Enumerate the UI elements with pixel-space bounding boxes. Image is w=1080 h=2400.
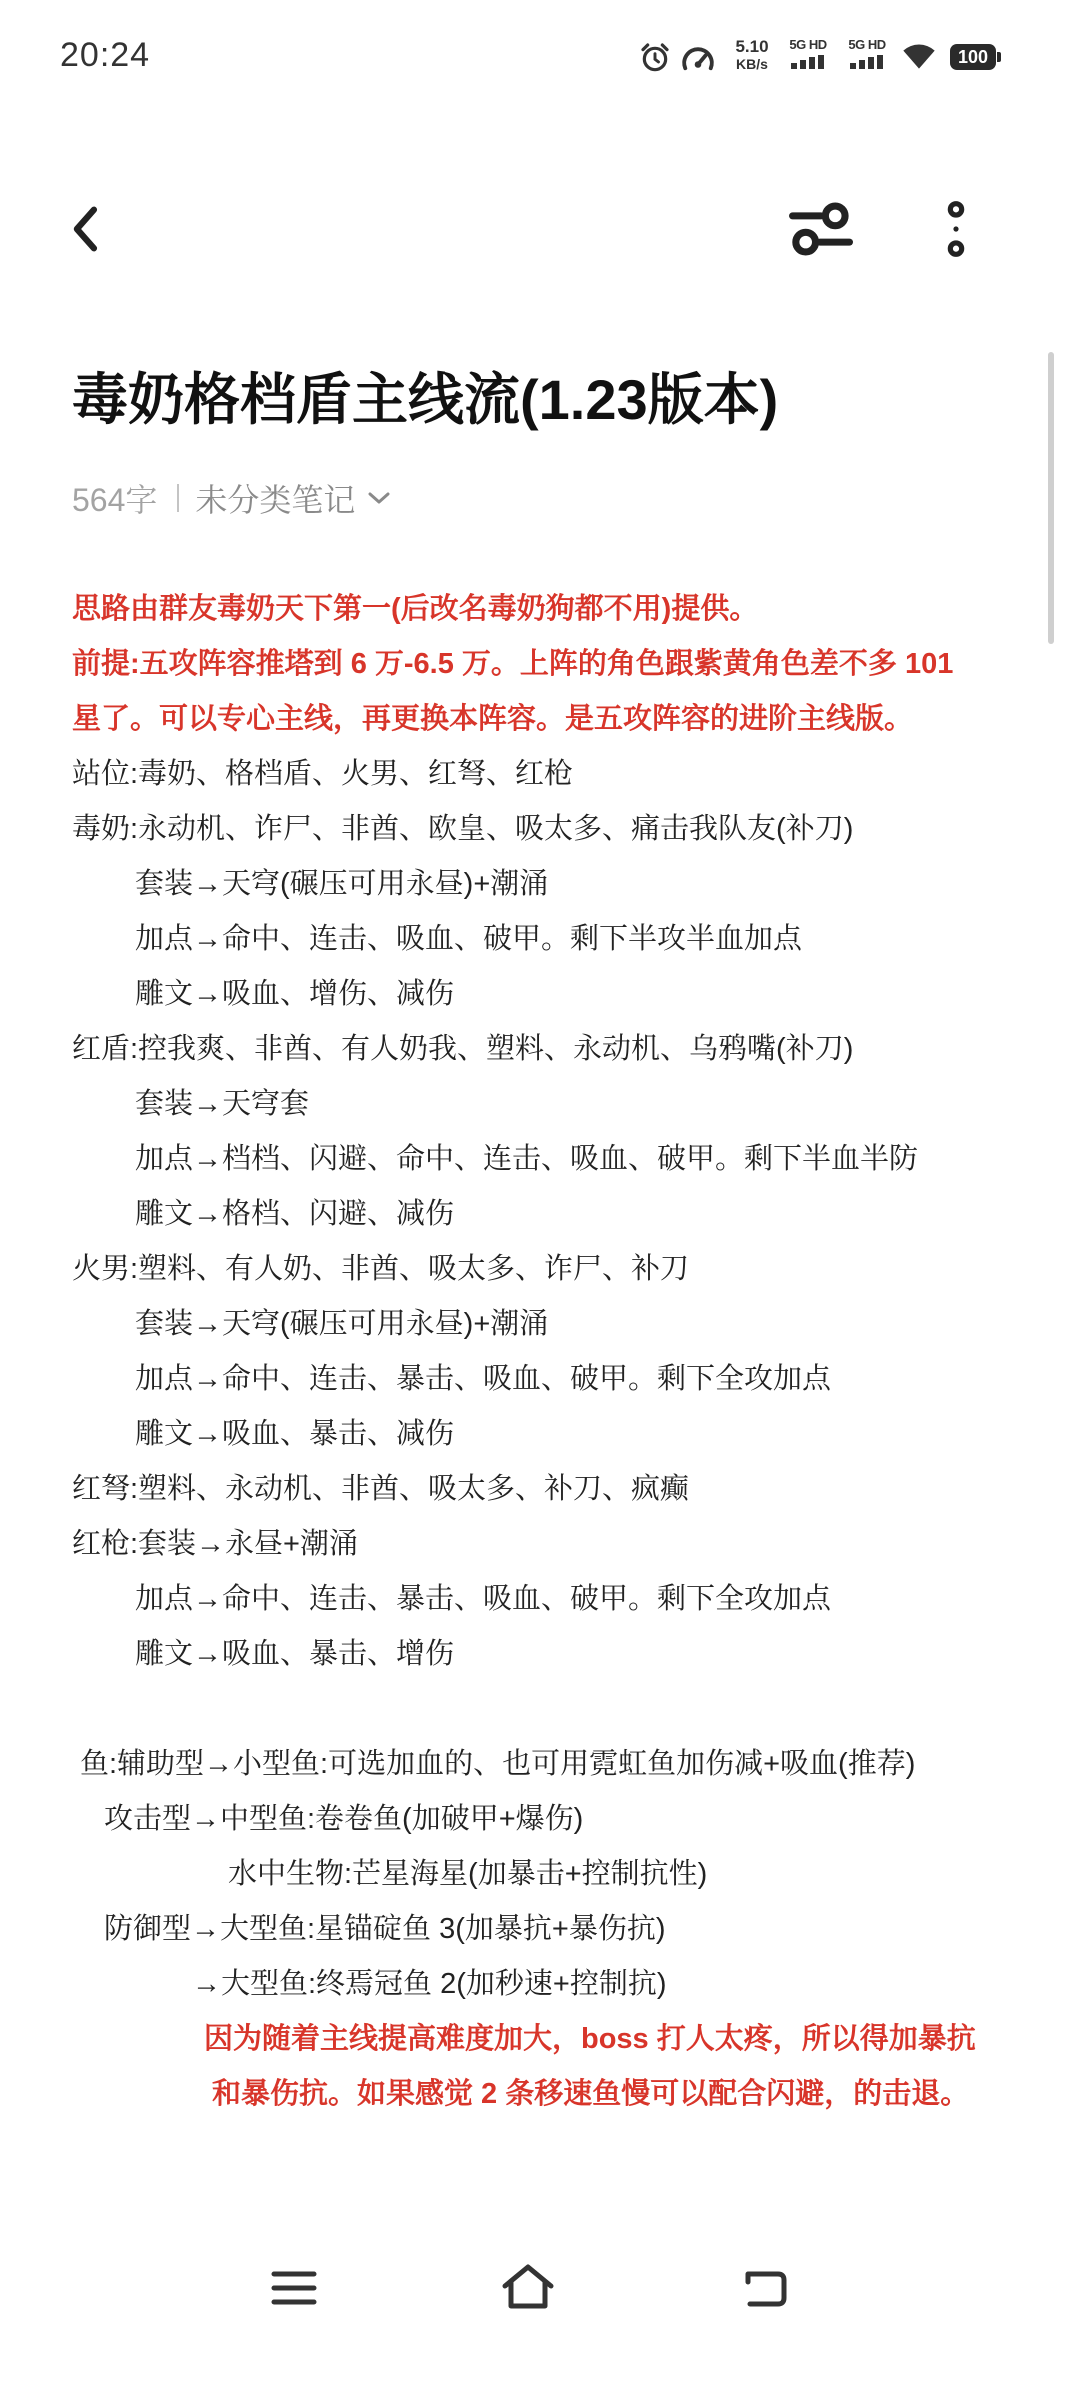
note-meta: [72, 478, 391, 518]
battery-nub: [997, 52, 1001, 62]
sim2-label: 5G HD: [848, 37, 886, 52]
wifi-icon: [902, 42, 936, 70]
menu-icon[interactable]: [270, 2268, 318, 2308]
content-line: 红枪:套装→永昼+潮涌: [72, 1528, 358, 1560]
status-time: 20:24: [60, 36, 151, 74]
category-label: 未分类笔记: [195, 482, 356, 518]
signal-bars-icon: [849, 55, 885, 69]
content-line: 雕文→吸血、暴击、增伤: [135, 1638, 455, 1670]
word-count: 564字: [72, 482, 158, 518]
note-title[interactable]: 毒奶格档盾主线流(1.23版本): [72, 368, 779, 431]
sim1-label: 5G HD: [789, 37, 827, 52]
content-line: 防御型→大型鱼:星锚碇鱼 3(加暴抗+暴伤抗): [104, 1913, 666, 1945]
note-body[interactable]: [72, 582, 1062, 2122]
alarm-clock-icon: [638, 41, 672, 73]
content-line: 攻击型→中型鱼:卷卷鱼(加破甲+爆伤): [104, 1803, 584, 1835]
category-dropdown[interactable]: [195, 475, 391, 521]
back-icon[interactable]: [740, 2266, 790, 2310]
content-line: 因为随着主线提高难度加大，boss 打人太疼，所以得加暴抗: [204, 2023, 976, 2055]
content-line: 加点→命中、连击、暴击、吸血、破甲。剩下全攻加点: [135, 1363, 832, 1395]
back-button[interactable]: [68, 204, 104, 254]
speedometer-icon: [680, 42, 716, 72]
content-line: 水中生物:芒星海星(加暴击+控制抗性): [228, 1858, 708, 1890]
sim1-signal: [783, 38, 833, 69]
content-line: 红弩:塑料、永动机、非酋、吸太多、补刀、疯癫: [72, 1473, 690, 1505]
content-line: 星了。可以专心主线，再更换本阵容。是五攻阵容的进阶主线版。: [72, 703, 914, 735]
content-line: 套装→天穹(碾压可用永昼)+潮涌: [135, 1308, 549, 1340]
content-line: 加点→档档、闪避、命中、连击、吸血、破甲。剩下半血半防: [135, 1143, 919, 1175]
content-line: 毒奶:永动机、诈尸、非酋、欧皇、吸太多、痛击我队友(补刀): [72, 813, 854, 845]
network-speed-unit: KB/s: [736, 56, 768, 72]
content-line: 鱼:辅助型→小型鱼:可选加血的、也可用霓虹鱼加伤减+吸血(推荐): [80, 1748, 916, 1780]
meta-divider: [177, 484, 179, 512]
content-line: 火男:塑料、有人奶、非酋、吸太多、诈尸、补刀: [72, 1253, 690, 1285]
more-vertical-icon[interactable]: [938, 198, 974, 260]
chevron-down-icon: [367, 490, 391, 506]
content-line: 站位:毒奶、格档盾、火男、红弩、红枪: [72, 758, 574, 790]
content-line: 红盾:控我爽、非酋、有人奶我、塑料、永动机、乌鸦嘴(补刀): [72, 1033, 854, 1065]
content-line: 思路由群友毒奶天下第一(后改名毒奶狗都不用)提供。: [72, 593, 759, 625]
content-line: 和暴伤抗。如果感觉 2 条移速鱼慢可以配合闪避，的击退。: [212, 2078, 970, 2110]
content-line: 加点→命中、连击、暴击、吸血、破甲。剩下全攻加点: [135, 1583, 832, 1615]
content-line: 雕文→吸血、增伤、减伤: [135, 978, 455, 1010]
battery-indicator: 100: [950, 44, 996, 70]
network-speed-value: 5.10: [735, 37, 769, 56]
sim2-signal: [842, 38, 892, 69]
sliders-icon[interactable]: [786, 196, 856, 262]
content-line: →大型鱼:终焉冠鱼 2(加秒速+控制抗): [192, 1968, 667, 2000]
content-line: 套装→天穹套: [135, 1088, 310, 1120]
content-line: 雕文→格档、闪避、减伤: [135, 1198, 455, 1230]
home-icon[interactable]: [500, 2262, 556, 2312]
content-line: 套装→天穹(碾压可用永昼)+潮涌: [135, 868, 549, 900]
blank-line: [72, 1682, 1062, 1737]
signal-bars-icon: [790, 55, 826, 69]
content-line: 前提:五攻阵容推塔到 6 万-6.5 万。上阵的角色跟紫黄角色差不多 101: [72, 648, 954, 680]
content-line: 加点→命中、连击、吸血、破甲。剩下半攻半血加点: [135, 923, 803, 955]
content-line: 雕文→吸血、暴击、减伤: [135, 1418, 455, 1450]
network-speed: [728, 38, 776, 72]
